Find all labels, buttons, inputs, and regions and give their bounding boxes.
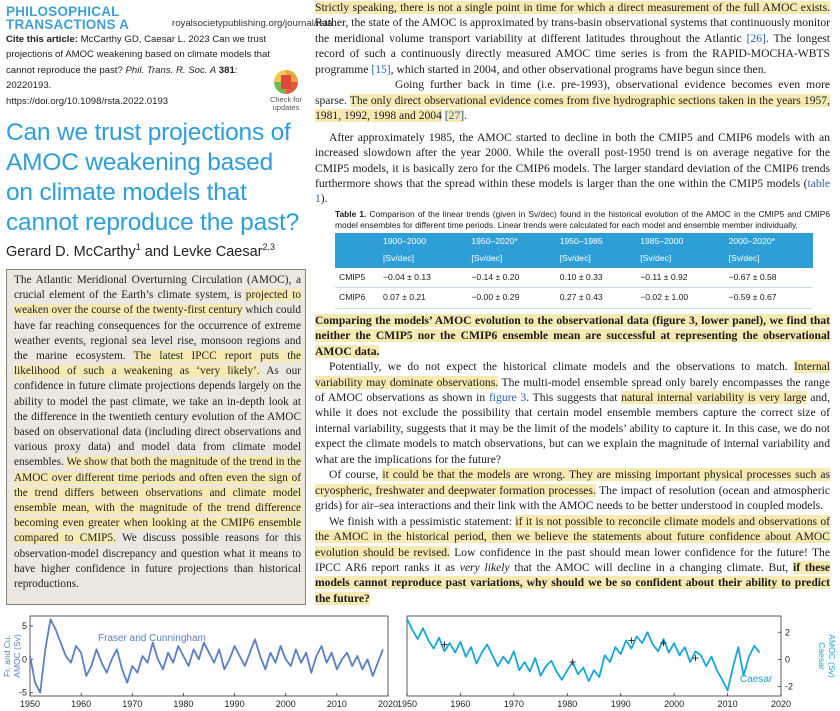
body-text: [315, 0, 830, 606]
y-axis-label: Fr. and Cu.: [2, 634, 12, 678]
text: Potentially, we do not expect the historical climate models and the observations to match.: [329, 360, 794, 374]
abstract-sentence: We discuss possible reasons for this observation-model discrepancy and question what it means to have higher confidence in future projections than historical reproductions.: [14, 532, 301, 591]
reference-link[interactable]: [26]: [746, 31, 766, 45]
journal-title: PHILOSOPHICAL TRANSACTIONS A: [6, 4, 130, 32]
table-header: 1950–2020*: [467, 233, 555, 250]
x-tick-label: 2020: [770, 699, 792, 709]
y-tick-label: 0: [21, 654, 27, 665]
paragraph-7: [315, 514, 830, 607]
x-tick-label: 1950: [396, 699, 418, 709]
author-1: Gerard D. McCarthy: [6, 243, 136, 260]
table-cell: CMIP5: [335, 268, 379, 288]
reference-link[interactable]: [27]: [444, 109, 465, 123]
abstract-sentence: As our confidence in future climate projections depends largely on the ability to model the past climate, we take an in-depth look at the difference in the twentieth century evolution of the AMOC based on observational data (including direct observations and various proxy data) and model data from climate model ensembles.: [14, 365, 301, 469]
abstract-highlight: The latest IPCC report puts the likelihood of such a weakening as ‘very likely’.: [14, 350, 301, 378]
abstract-sentence: which could have far reaching consequences for the occurrence of extreme weather events, regional sea level rise, monsoon regions and the marine ecosystem.: [14, 304, 302, 363]
x-tick-label: 2000: [275, 699, 296, 709]
y-axis-label: AMOC (Sv): [827, 634, 837, 678]
x-tick-label: 1980: [557, 699, 578, 709]
table-cell: −0.14 ± 0.20: [467, 268, 555, 288]
text: Going further back in time (i.e. pre-1993), observational evidence becomes even more sparse.: [315, 78, 830, 107]
highlight: Strictly speaking, there is not a single point in time for which a direct measurement of the full AMOC exists.: [315, 1, 830, 14]
table-caption-label: Table 1.: [335, 208, 367, 219]
table-header: 1900–2000: [379, 233, 467, 250]
text: The impact of resolution (ocean and atmospheric grids) for air–sea interactions and their link with the AMOC needs to be better understood in coupled models.: [315, 483, 830, 513]
text: , which started in 2004, and other observational programs have begun since then.: [390, 62, 767, 76]
y-tick-label: -2: [785, 681, 794, 692]
x-tick-label: 2020: [377, 699, 399, 709]
table-unit: [Sv/dec]: [725, 250, 813, 267]
plot-frame: [30, 616, 388, 696]
table-caption: [335, 209, 830, 231]
table-unit: [Sv/dec]: [467, 250, 555, 267]
table-header: 1985–2000: [636, 233, 724, 250]
paper-title: Can we trust projections of AMOC weakening based on climate models that cannot reproduce the past?: [6, 119, 300, 236]
text: ).: [320, 192, 328, 206]
check-updates-icon: [274, 70, 298, 94]
table-cell: CMIP6: [335, 288, 379, 308]
author-1-affiliation: 1: [135, 242, 141, 252]
table-cell: 0.07 ± 0.21: [379, 288, 467, 308]
text: After approximately 1985, the AMOC started to decline in both the CMIP5 and CMIP6 models with an increased slowdown after the year 2000. While the overall post-1950 trend is on average negative for the CMIP5 models, it is basically zero for the CMIP6 models. The larger standard deviation of the CMIP6 trends furthermore shows that the spread within these models is larger than the one within the CMIP5 models (: [315, 130, 830, 190]
table-cell: 0.27 ± 0.43: [556, 288, 637, 308]
text: . The longest record of such a continuously directly measured AMOC time series is from the RAPID-MOCHA-WBTS programme: [315, 31, 830, 76]
table-units-row: [335, 250, 813, 267]
cite-id: 20220193.: [6, 80, 52, 92]
table-cell: −0.00 ± 0.29: [467, 288, 555, 308]
figure-link[interactable]: figure 3: [488, 390, 527, 404]
check-for-updates-button[interactable]: [266, 70, 306, 112]
citation-block: Cite this article: McCarthy GD, Caesar L. 2023 Can we trust projections of AMOC weakening based on climate models that cannot reproduce the past? Phil. Trans. R. Soc. A 381: 20220193. https://doi.org/10.1098/rsta.2022.0193: [6, 34, 270, 107]
y-tick-label: 0: [785, 654, 791, 665]
x-tick-label: 1970: [503, 699, 524, 709]
x-tick-label: 1960: [71, 699, 92, 709]
abstract-highlight: projected to weaken over the course of the twenty-first century: [14, 289, 301, 317]
trend-table: [335, 233, 813, 309]
x-tick-label: 2010: [717, 699, 738, 709]
table-header: 2000–2020*: [725, 233, 813, 250]
text: and, while it does not exclude the possibility that certain model ensemble members capture the correct size of internal variability, suggests that it may be the limit of the models’ ability to capture it. In this case, we do not expect the climate models to match observations, but can we explain the magnitude of internal variability and what are the implications for the future?: [315, 390, 830, 466]
highlight: Comparing the models’ AMOC evolution to the observational data (figure 3, lower panel), we find that neither the CMIP5 nor the CMIP6 ensemble mean are successful at representing the observational AMOC data.: [315, 313, 830, 358]
cite-label: Cite this article:: [6, 34, 78, 45]
highlight: natural internal variability is very large: [621, 390, 807, 404]
table-cell: −0.59 ± 0.67: [725, 288, 813, 308]
table-unit: [335, 250, 379, 267]
x-tick-label: 2000: [664, 699, 685, 709]
text: Of course,: [329, 468, 383, 482]
y-tick-label: 5: [21, 621, 27, 631]
table-cell: −0.04 ± 0.13: [379, 268, 467, 288]
text: that the AMOC will decline in a changing climate. But,: [509, 560, 794, 574]
text: Low confidence in the past should mean lower confidence for the future! The IPCC AR6 report ranks it as: [315, 545, 830, 574]
series-annotation: Caesar: [740, 674, 773, 685]
table-cell: −0.67 ± 0.58: [725, 268, 813, 288]
highlight: The only direct observational evidence comes from five hydrographic sections taken in the years 1957, 1981, 1992, 1998 and 2004: [315, 93, 830, 123]
series-line: [407, 619, 760, 691]
x-tick-label: 1980: [173, 699, 194, 709]
table-caption-text: Comparison of the linear trends (given in Sv/dec) found in the historical evolution of the AMOC in the CMIP5 and CMIP6 model ensembles for different time periods. Linear trends were calculated for each model and ensemble member individually,: [335, 208, 830, 230]
y-tick-label: -5: [18, 687, 27, 698]
highlight: it could be that the models are wrong. They are missing important physical processes such as cryospheric, freshwater and deepwater formation processes.: [315, 468, 830, 497]
author-2: Levke Caesar: [173, 243, 263, 260]
journal-url[interactable]: royalsocietypublishing.org/journal/rsta: [172, 18, 333, 29]
author-separator: and: [140, 243, 173, 260]
text: We finish with a pessimistic statement:: [329, 514, 516, 528]
x-tick-label: 1990: [610, 699, 631, 709]
paragraph-6: [315, 467, 830, 513]
author-list: [6, 242, 306, 260]
x-tick-label: 1960: [450, 699, 471, 709]
cite-volume: 381: [218, 64, 235, 76]
x-tick-label: 1950: [19, 699, 41, 709]
emphasis: very likely: [459, 560, 510, 574]
table-link[interactable]: table 1: [315, 176, 830, 206]
paragraph-1: [315, 0, 830, 77]
series-annotation: Fraser and Cunningham: [98, 633, 206, 644]
table-cell: −0.11 ± 0.92: [636, 268, 724, 288]
abstract-text: [14, 273, 301, 592]
text: The multi-model ensemble spread only barely encompasses the range of AMOC observations as shown in: [315, 375, 830, 404]
cite-journal: Phil. Trans. R. Soc. A: [125, 64, 217, 76]
check-updates-label: Check for updates: [269, 95, 303, 112]
table-unit: [Sv/dec]: [636, 250, 724, 267]
reference-link[interactable]: [15]: [371, 62, 391, 76]
paragraph-3: [315, 130, 830, 207]
cite-text: McCarthy GD, Caesar L. 2023 Can we trust projections of AMOC weakening based on climate models that cannot reproduce the past?: [6, 34, 270, 76]
highlight: if these models cannot reproduce past variations, why should we be so confident about their ability to predict the future?: [315, 560, 831, 605]
table-unit: [Sv/dec]: [556, 250, 637, 267]
table-row: [335, 268, 813, 288]
highlight: Internal variability may dominate observations.: [315, 360, 830, 389]
author-2-affiliation: 2,3: [262, 242, 275, 252]
highlight: if it is not possible to reconcile climate models and observations of the AMOC in the historical period, then we believe the statements about future confidence about AMOC evolution should be revised.: [315, 514, 830, 559]
fraser-cunningham-chart: [0, 612, 399, 711]
x-tick-label: 2010: [326, 699, 347, 709]
x-tick-label: 1970: [122, 699, 143, 709]
paragraph-4: [315, 313, 830, 359]
table-cell: −0.02 ± 1.00: [636, 288, 724, 308]
abstract-highlight: We show that both the magnitude of the trend in the AMOC over different time periods and often even the sign of the trend differs between observations and climate model ensemble mean, with the magnitude of the trend difference becoming even greater when looking at the CMIP6 ensemble compared to CMIP5.: [14, 456, 301, 545]
x-tick-label: 1990: [224, 699, 245, 709]
table-row: [335, 288, 813, 308]
y-axis-label: Caesar: [817, 642, 827, 670]
y-axis-label: AMOC (Sv): [12, 634, 22, 678]
table-header: 1950–1985: [556, 233, 637, 250]
paragraph-2: [315, 77, 830, 123]
text: Rather, the state of the AMOC is approximated by trans-basin observational systems that continuously monitor the meridional volume transport variability at different latitudes throughout the Atlantic: [315, 16, 830, 45]
table-header: [335, 233, 379, 250]
series-line: [30, 619, 383, 692]
paragraph-5: [315, 359, 830, 467]
text: .: [464, 109, 468, 123]
table-header-row: [335, 233, 813, 250]
text: . This suggests that: [526, 390, 622, 404]
caesar-chart: [395, 612, 840, 711]
table-unit: [Sv/dec]: [379, 250, 467, 267]
abstract-sentence: The Atlantic Meridional Overturning Circulation (AMOC), a crucial element of the Earth’s climate system, is: [14, 274, 301, 302]
table-cell: 0.10 ± 0.33: [556, 268, 637, 288]
y-tick-label: 2: [785, 627, 791, 638]
doi-link[interactable]: https://doi.org/10.1098/rsta.2022.0193: [6, 95, 169, 107]
